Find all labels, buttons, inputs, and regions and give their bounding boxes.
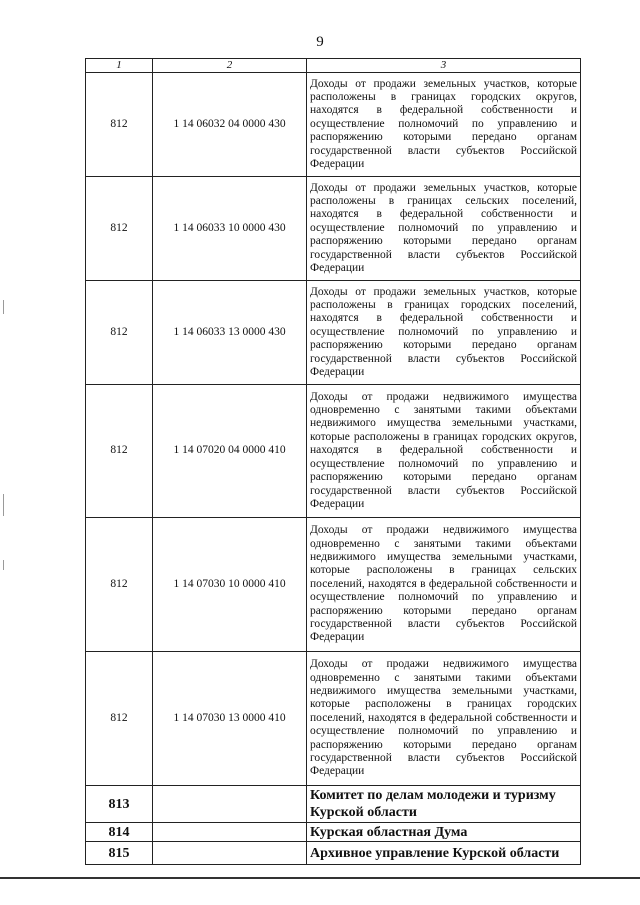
revenue-code-cell: 1 14 06033 13 0000 430 <box>153 281 307 385</box>
page-bottom-rule <box>0 877 640 879</box>
administrator-name-cell: Архивное управление Курской области <box>307 842 581 865</box>
admin-code-cell: 812 <box>86 281 153 385</box>
column-header: 3 <box>307 59 581 73</box>
table-row <box>86 385 581 518</box>
revenue-code-cell: 1 14 06032 04 0000 430 <box>153 73 307 177</box>
description-cell: Доходы от продажи земельных участков, которые расположены в границах городских округов, находятся в федеральной собственности и осуществление полномочий по управлению и распоряжению которыми передано органам государственной власти субъектов Российской Федерации <box>307 73 581 177</box>
admin-code-cell: 812 <box>86 385 153 518</box>
revenue-code-cell <box>153 786 307 823</box>
column-header: 2 <box>153 59 307 73</box>
description-cell: Доходы от продажи недвижимого имущества одновременно с занятыми такими объектами недвижимого имущества земельными участками, которые расположены в границах сельских поселений, находятся в федеральной собственности и осуществление полномочий по управлению и распоряжению которыми передано органам государственной власти субъектов Российской Федерации <box>307 518 581 652</box>
table-row <box>86 281 581 385</box>
admin-code-cell: 812 <box>86 177 153 281</box>
description-cell: Доходы от продажи недвижимого имущества одновременно с занятыми такими объектами недвижимого имущества земельными участками, которые расположены в границах городских поселений, находятся в федеральной собственности и осуществление полномочий по управлению и распоряжению которыми передано органам государственной власти субъектов Российской Федерации <box>307 652 581 786</box>
column-header: 1 <box>86 59 153 73</box>
table-row <box>86 73 581 177</box>
revenue-code-cell: 1 14 07020 04 0000 410 <box>153 385 307 518</box>
table-row <box>86 786 581 823</box>
revenue-code-cell <box>153 823 307 842</box>
administrator-name-cell: Курская областная Дума <box>307 823 581 842</box>
table-header-row <box>86 59 581 73</box>
admin-code-cell: 812 <box>86 518 153 652</box>
revenue-code-cell: 1 14 07030 10 0000 410 <box>153 518 307 652</box>
table-row <box>86 518 581 652</box>
page-number: 9 <box>316 34 324 50</box>
revenue-codes-table <box>85 58 581 865</box>
description-cell: Доходы от продажи земельных участков, которые расположены в границах городских поселений, находятся в федеральной собственности и осуществление полномочий по управлению и распоряжению которыми передано органам государственной власти субъектов Российской Федерации <box>307 281 581 385</box>
scan-edge-mark <box>3 494 4 516</box>
admin-code-cell: 815 <box>86 842 153 865</box>
table-row <box>86 823 581 842</box>
admin-code-cell: 813 <box>86 786 153 823</box>
scan-edge-mark <box>3 300 4 314</box>
admin-code-cell: 814 <box>86 823 153 842</box>
table-row <box>86 177 581 281</box>
revenue-code-cell: 1 14 07030 13 0000 410 <box>153 652 307 786</box>
table-row <box>86 842 581 865</box>
revenue-code-cell: 1 14 06033 10 0000 430 <box>153 177 307 281</box>
table-row <box>86 652 581 786</box>
scan-edge-mark <box>3 560 4 570</box>
revenue-code-cell <box>153 842 307 865</box>
admin-code-cell: 812 <box>86 652 153 786</box>
admin-code-cell: 812 <box>86 73 153 177</box>
description-cell: Доходы от продажи недвижимого имущества одновременно с занятыми такими объектами недвижимого имущества земельными участками, которые расположены в границах городских округов, находятся в федеральной собственности и осуществление полномочий по управлению и распоряжению которыми передано органам государственной власти субъектов Российской Федерации <box>307 385 581 518</box>
administrator-name-cell: Комитет по делам молодежи и туризму Курской области <box>307 786 581 823</box>
description-cell: Доходы от продажи земельных участков, которые расположены в границах сельских поселений, находятся в федеральной собственности и осуществление полномочий по управлению и распоряжению которыми передано органам государственной власти субъектов Российской Федерации <box>307 177 581 281</box>
